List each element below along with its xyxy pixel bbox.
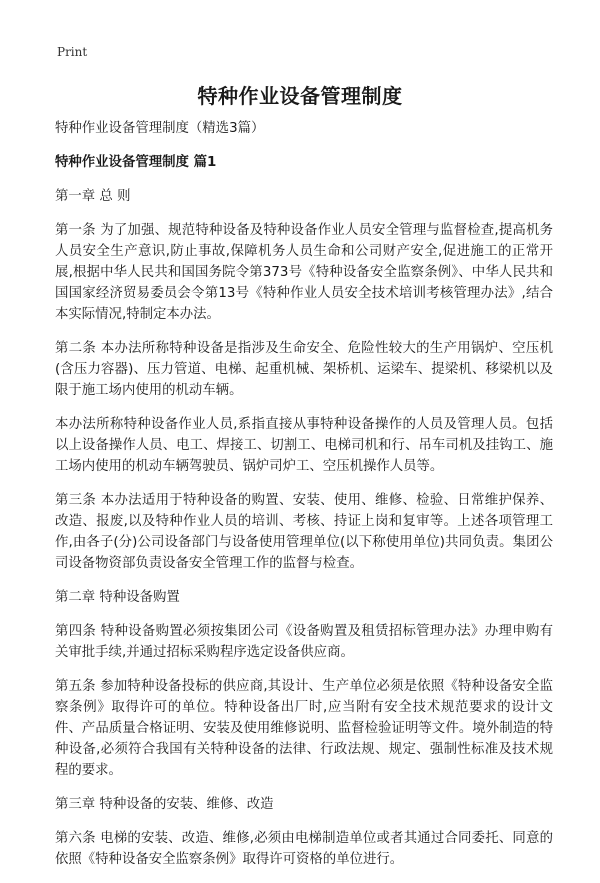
print-link[interactable]: Print: [57, 45, 88, 59]
document-subtitle: 特种作业设备管理制度（精选3篇）: [55, 121, 265, 136]
paragraph: 第四条 特种设备购置必须按集团公司《设备购置及租赁招标管理办法》办理申购有关审批手续,并通过招标采购程序选定设备供应商。: [55, 624, 553, 660]
paragraph: 第二条 本办法所称特种设备是指涉及生命安全、危险性较大的生产用锅炉、空压机(含压力容器)、压力管道、电梯、起重机械、架桥机、运梁车、提梁机、移梁机以及限于施工场内使用的机动车辆。: [55, 341, 553, 398]
paragraph: 第六条 电梯的安装、改造、维修,必须由电梯制造单位或者其通过合同委托、同意的依照《特种设备安全监察条例》取得许可资格的单位进行。: [55, 831, 553, 867]
paragraph: 本办法所称特种设备作业人员,系指直接从事特种设备操作的人员及管理人员。包括以上设备操作人员、电工、焊接工、切割工、电梯司机和行、吊车司机及挂钩工、施工场内使用的机动车辆驾驶员、锅炉司炉工、空压机操作人员等。: [55, 417, 553, 474]
paragraph: 第一条 为了加强、规范特种设备及特种设备作业人员安全管理与监督检查,提高机务人员安全生产意识,防止事故,保障机务人员生命和公司财产安全,促进施工的正常开展,根据中华人民共和国国务院令第373号《特种设备安全监察条例》、中华人民共和国国家经济贸易委员会令第13号《特种作业人员安全技术培训考核管理办法》,结合本实际情况,特制定本办法。: [55, 223, 553, 322]
chapter-heading: 第三章 特种设备的安装、维修、改造: [55, 797, 274, 812]
chapter-heading: 第一章 总 则: [55, 189, 131, 204]
document-body: [55, 118, 553, 883]
paragraph: 第三条 本办法适用于特种设备的购置、安装、使用、维修、检验、日常维护保养、改造、报废,以及特种作业人员的培训、考核、持证上岗和复审等。上述各项管理工作,由各子(分)公司设备部门与设备使用管理单位(以下称使用单位)共同负责。集团公司设备物资部负责设备安全管理工作的监督与检查。: [55, 493, 553, 571]
document-title: 特种作业设备管理制度: [197, 84, 403, 108]
paragraph: 第五条 参加特种设备投标的供应商,其设计、生产单位必须是依照《特种设备安全监察条例》取得许可的单位。特种设备出厂时,应当附有安全技术规范要求的设计文件、产品质量合格证明、安装及使用维修说明、监督检验证明等文件。境外制造的特种设备,必须符合我国有关特种设备的法律、行政法规、规定、强制性标准及技术规程的要求。: [55, 679, 553, 778]
section-heading: 特种作业设备管理制度 篇1: [55, 155, 217, 170]
chapter-heading: 第二章 特种设备购置: [55, 590, 180, 605]
